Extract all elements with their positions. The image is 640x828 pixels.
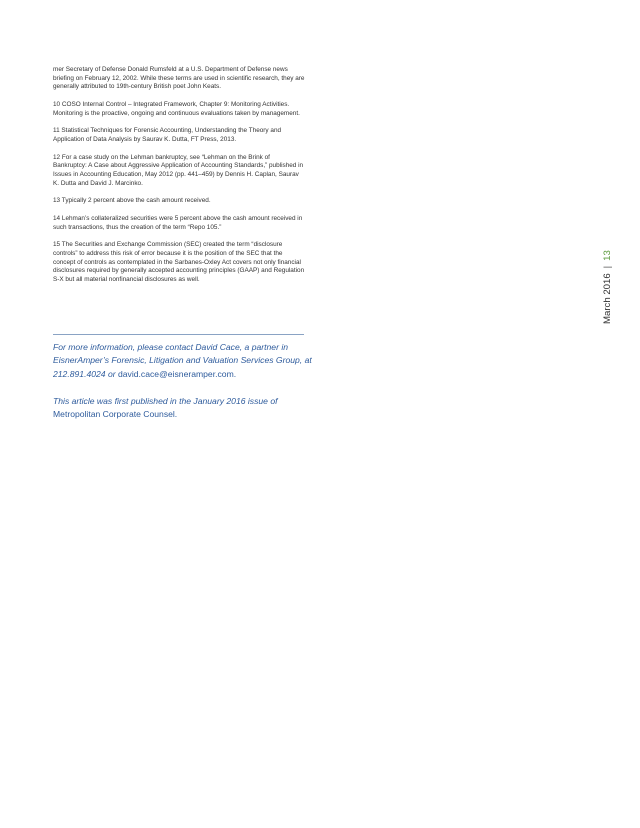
- publication-note: [53, 395, 315, 422]
- footnote-14: 14 Lehman’s collateralized securities were 5 percent above the cash amount received in such transactions, thus the creation of the term “Repo 105.”: [53, 215, 303, 231]
- footnote-10: 10 COSO Internal Control – Integrated Framework, Chapter 9: Monitoring Activities. Monitoring is the proactive, ongoing and continuous evaluations taken by management.: [53, 100, 300, 117]
- footnotes: [53, 66, 305, 294]
- issue-date: March 2016: [602, 273, 613, 324]
- footer-separator: |: [602, 265, 613, 269]
- footnote-13: 13 Typically 2 percent above the cash amount received.: [53, 197, 211, 205]
- contact-email-link[interactable]: david.cace@eisneramper.com: [118, 368, 234, 379]
- section-divider: [53, 334, 304, 335]
- footnote-11: 11 Statistical Techniques for Forensic Accounting, Understanding the Theory and Application of Data Analysis by Saurav K. Dutta, FT Press, 2013.: [53, 127, 282, 143]
- footnote-9-continuation: mer Secretary of Defense Donald Rumsfeld at a U.S. Department of Defense news briefing on February 12, 2002. While these terms are used in scientific research, they are generally attributed to 19th-century British poet John Keats.: [53, 66, 305, 91]
- footnote-15: 15 The Securities and Exchange Commission (SEC) created the term “disclosure controls” to address this risk of error because it is the position of the SEC that the concept of controls as contemplated in the Sarbanes-Oxley Act covers not only financial disclosures required by generally accepted accounting principles (GAAP) and Regulation S-X but all material nonfinancial disclosures as well.: [53, 241, 305, 283]
- footnote-12: 12 For a case study on the Lehman bankruptcy, see “Lehman on the Brink of Bankruptcy: A Case about Aggressive Application of Accounting Standards,” published in Issues in Accounting Education, May 2012 (pp. 441–459) by Dennis H. Caplan, Saurav K. Dutta and David J. Marcinko.: [53, 153, 304, 187]
- contact-text: For more information, please contact David Cace, a partner in EisnerAmper’s Forensic, Litigation and Valuation Services Group, at 212.891.4024 or: [53, 342, 312, 379]
- contact-paragraph: [53, 341, 315, 381]
- page-number: 13: [602, 250, 613, 261]
- publication-lead: This article was first published in the January 2016 issue of: [53, 395, 278, 406]
- publication-name: Metropolitan Corporate Counsel.: [53, 409, 178, 420]
- contact-block: [53, 341, 315, 422]
- contact-email-suffix: .: [233, 368, 237, 379]
- page-footer-vertical: [602, 250, 614, 324]
